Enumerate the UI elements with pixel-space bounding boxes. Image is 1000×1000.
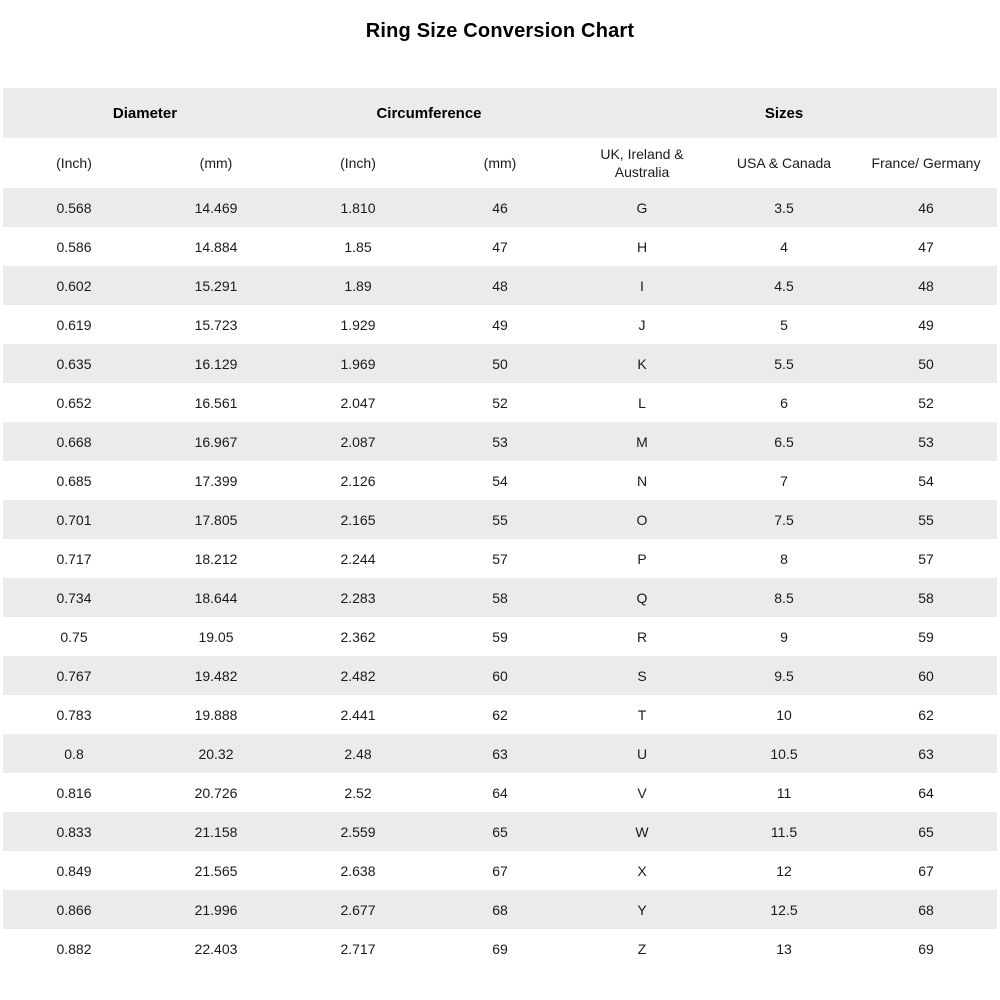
table-cell: 13 [776, 940, 792, 957]
column-header-france-germany: France/ Germany [855, 138, 997, 188]
table-cell: Z [637, 940, 647, 957]
table-cell: 1.85 [344, 238, 372, 255]
table-cell: 0.816 [56, 784, 92, 801]
table-cell: 2.559 [340, 823, 376, 840]
table-cell: 2.244 [340, 550, 376, 567]
table-cell: U [636, 745, 648, 762]
ring-size-conversion-table [3, 88, 997, 968]
table-cell: 14.469 [194, 199, 238, 216]
table-cell: 17.805 [194, 511, 238, 528]
table-cell: 0.652 [56, 394, 92, 411]
table-cell: 8.5 [774, 589, 794, 606]
table-cell: P [637, 550, 647, 567]
table-cell: 67 [492, 862, 508, 879]
table-cell: 52 [492, 394, 508, 411]
table-cell: 5 [780, 316, 788, 333]
table-cell: 46 [492, 199, 508, 216]
table-cell: 0.767 [56, 667, 92, 684]
table-cell: 19.482 [194, 667, 238, 684]
table-cell: 10.5 [770, 745, 798, 762]
table-cell: 69 [492, 940, 508, 957]
table-cell: 0.701 [56, 511, 92, 528]
table-row [3, 305, 997, 344]
table-cell: 11.5 [770, 823, 798, 840]
table-cell: 64 [492, 784, 508, 801]
table-cell: 2.52 [344, 784, 372, 801]
table-cell: 1.969 [340, 355, 376, 372]
table-cell: 2.48 [344, 745, 372, 762]
table-cell: 4.5 [774, 277, 794, 294]
table-row [3, 578, 997, 617]
table-cell: 53 [492, 433, 508, 450]
table-cell: 0.866 [56, 901, 92, 918]
table-cell: 8 [780, 550, 788, 567]
table-cell: 63 [918, 745, 934, 762]
table-row [3, 617, 997, 656]
table-cell: 0.717 [56, 550, 92, 567]
table-cell: K [637, 355, 647, 372]
table-cell: 65 [492, 823, 508, 840]
table-row [3, 383, 997, 422]
table-cell: 2.165 [340, 511, 376, 528]
table-cell: 7.5 [774, 511, 794, 528]
table-row [3, 266, 997, 305]
table-cell: N [636, 472, 648, 489]
table-cell: 49 [492, 316, 508, 333]
table-cell: 15.291 [194, 277, 238, 294]
table-cell: 18.644 [194, 589, 238, 606]
table-cell: 67 [918, 862, 934, 879]
column-header-uk-ireland-australia: UK, Ireland & Australia [571, 138, 713, 188]
column-header-circumference-mm: (mm) [429, 138, 571, 188]
table-cell: H [636, 238, 648, 255]
table-cell: 49 [918, 316, 934, 333]
column-header-usa-canada: USA & Canada [713, 138, 855, 188]
table-cell: 0.668 [56, 433, 92, 450]
table-cell: 0.685 [56, 472, 92, 489]
table-cell: 4 [780, 238, 788, 255]
table-cell: 16.967 [194, 433, 238, 450]
table-cell: 6.5 [774, 433, 794, 450]
table-header [3, 88, 997, 188]
table-cell: W [635, 823, 649, 840]
column-header-diameter-mm: (mm) [145, 138, 287, 188]
table-cell: S [637, 667, 647, 684]
table-cell: 10 [776, 706, 792, 723]
table-cell: 12 [776, 862, 792, 879]
table-cell: G [636, 199, 648, 216]
table-cell: 55 [918, 511, 934, 528]
table-cell: 9 [780, 628, 788, 645]
table-cell: 0.882 [56, 940, 92, 957]
table-cell: 0.8 [64, 745, 84, 762]
table-cell: 12.5 [770, 901, 798, 918]
table-cell: 11 [776, 784, 792, 801]
table-group-header-row [3, 88, 997, 138]
table-cell: 59 [492, 628, 508, 645]
group-header-diameter: Diameter [3, 88, 287, 138]
table-cell: J [638, 316, 646, 333]
table-cell: 52 [918, 394, 934, 411]
table-cell: 65 [918, 823, 934, 840]
table-cell: L [638, 394, 646, 411]
table-row [3, 773, 997, 812]
table-cell: 54 [918, 472, 934, 489]
group-header-sizes: Sizes [571, 88, 997, 138]
table-cell: 57 [918, 550, 934, 567]
table-cell: 17.399 [194, 472, 238, 489]
table-cell: 19.888 [194, 706, 238, 723]
table-row [3, 539, 997, 578]
table-row [3, 656, 997, 695]
table-cell: 50 [918, 355, 934, 372]
table-cell: 2.638 [340, 862, 376, 879]
table-cell: 21.565 [194, 862, 238, 879]
table-cell: 22.403 [194, 940, 238, 957]
table-cell: 68 [492, 901, 508, 918]
table-cell: 0.586 [56, 238, 92, 255]
table-cell: 53 [918, 433, 934, 450]
table-row [3, 695, 997, 734]
table-row [3, 890, 997, 929]
table-cell: 62 [918, 706, 934, 723]
table-row [3, 188, 997, 227]
table-row [3, 734, 997, 773]
table-cell: 58 [918, 589, 934, 606]
table-cell: 0.602 [56, 277, 92, 294]
table-cell: 50 [492, 355, 508, 372]
table-cell: 0.635 [56, 355, 92, 372]
table-cell: 2.362 [340, 628, 376, 645]
table-cell: 15.723 [194, 316, 238, 333]
table-cell: 2.047 [340, 394, 376, 411]
table-cell: 7 [780, 472, 788, 489]
table-cell: 57 [492, 550, 508, 567]
table-cell: 64 [918, 784, 934, 801]
table-cell: 2.126 [340, 472, 376, 489]
table-cell: 16.561 [194, 394, 238, 411]
column-header-diameter-inch: (Inch) [3, 138, 145, 188]
table-cell: 0.849 [56, 862, 92, 879]
table-cell: O [636, 511, 648, 528]
table-cell: 18.212 [194, 550, 238, 567]
table-cell: Q [636, 589, 648, 606]
table-cell: 1.89 [344, 277, 372, 294]
table-row [3, 929, 997, 968]
table-cell: 20.726 [194, 784, 238, 801]
table-cell: 0.734 [56, 589, 92, 606]
table-cell: 5.5 [774, 355, 794, 372]
table-cell: 2.717 [340, 940, 376, 957]
page-title: Ring Size Conversion Chart [365, 20, 635, 42]
group-header-circumference: Circumference [287, 88, 571, 138]
table-row [3, 227, 997, 266]
table-cell: 60 [918, 667, 934, 684]
table-cell: 16.129 [194, 355, 238, 372]
table-row [3, 500, 997, 539]
table-cell: 2.087 [340, 433, 376, 450]
table-cell: 6 [780, 394, 788, 411]
table-cell: 2.441 [340, 706, 376, 723]
table-cell: 2.482 [340, 667, 376, 684]
table-cell: 54 [492, 472, 508, 489]
table-cell: 46 [918, 199, 934, 216]
table-cell: 14.884 [194, 238, 238, 255]
table-cell: 0.783 [56, 706, 92, 723]
column-header-circumference-inch: (Inch) [287, 138, 429, 188]
table-row [3, 812, 997, 851]
table-cell: Y [637, 901, 647, 918]
table-body [3, 188, 997, 968]
table-cell: 21.996 [194, 901, 238, 918]
table-cell: 21.158 [194, 823, 238, 840]
table-cell: 1.929 [340, 316, 376, 333]
table-cell: 9.5 [774, 667, 794, 684]
table-row [3, 461, 997, 500]
table-cell: 55 [492, 511, 508, 528]
table-cell: 0.75 [60, 628, 88, 645]
table-cell: 2.283 [340, 589, 376, 606]
table-cell: 59 [918, 628, 934, 645]
table-cell: 19.05 [198, 628, 234, 645]
table-cell: 47 [492, 238, 508, 255]
table-cell: V [637, 784, 647, 801]
table-cell: 0.619 [56, 316, 92, 333]
table-cell: T [637, 706, 647, 723]
table-row [3, 422, 997, 461]
table-cell: 62 [492, 706, 508, 723]
table-cell: X [637, 862, 647, 879]
table-subheader-row [3, 138, 997, 188]
table-cell: 1.810 [340, 199, 376, 216]
table-row [3, 344, 997, 383]
table-cell: 47 [918, 238, 934, 255]
table-row [3, 851, 997, 890]
table-cell: 0.568 [56, 199, 92, 216]
table-cell: I [640, 277, 644, 294]
table-cell: 48 [492, 277, 508, 294]
table-cell: 63 [492, 745, 508, 762]
table-cell: 69 [918, 940, 934, 957]
table-cell: 20.32 [198, 745, 234, 762]
table-cell: 60 [492, 667, 508, 684]
table-cell: 58 [492, 589, 508, 606]
table-cell: 48 [918, 277, 934, 294]
table-cell: 0.833 [56, 823, 92, 840]
table-cell: 2.677 [340, 901, 376, 918]
table-cell: M [636, 433, 648, 450]
table-cell: 3.5 [774, 199, 794, 216]
table-cell: R [636, 628, 648, 645]
table-cell: 68 [918, 901, 934, 918]
